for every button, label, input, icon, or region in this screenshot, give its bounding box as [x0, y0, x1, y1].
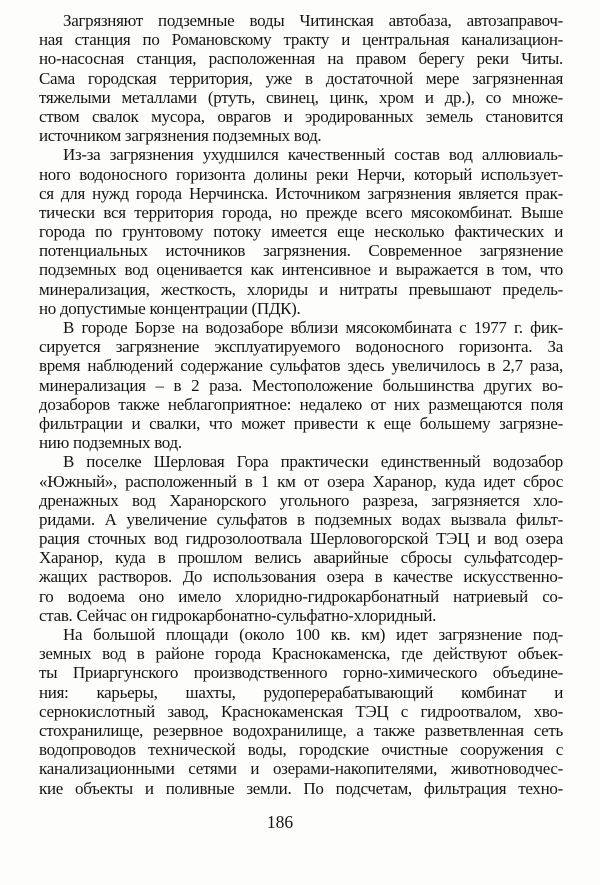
text-line: Загрязняют подземные воды Читинская автобаза, автозаправоч-: [63, 11, 563, 30]
text-line: стохранилище, резервное водохранилище, а также разветвленная сеть: [39, 720, 563, 740]
paragraph: [39, 318, 563, 452]
text-line: ся для нужд города Нерчинска. Источником загрязнения является прак-: [39, 183, 563, 203]
text-line: сернокислотный завод, Краснокаменская ТЭЦ с гидроотвалом, хво-: [39, 701, 563, 721]
text-line: На большой площади (около 100 кв. км) идет загрязнение под-: [63, 625, 563, 644]
paragraph: [39, 145, 563, 318]
body-text: [39, 11, 563, 798]
text-line: ты Приаргунского производственного горно-химического объедине-: [39, 663, 563, 683]
page-number: 186: [266, 812, 294, 832]
text-line: кие объекты и поливные земли. По подсчетам, фильтрация техно-: [39, 778, 563, 798]
text-line: водопроводов технической воды, городские очистные сооружения с: [39, 740, 563, 760]
text-line: ния: карьеры, шахты, рудоперерабатывающий комбинат и: [39, 682, 563, 702]
paragraph: [39, 625, 563, 798]
paragraph: [39, 452, 563, 625]
text-line: нию подземных вод.: [39, 433, 182, 453]
text-line: дозаборов также неблагоприятное: недалеко от них размещаются поля: [39, 394, 563, 414]
text-line: но допустимые концентрации (ПДК).: [39, 298, 301, 318]
text-line: тически вся территория города, но прежде всего мясокомбинат. Выше: [39, 202, 563, 222]
text-line: но-насосная станция, расположенная на правом берегу реки Читы.: [39, 49, 563, 69]
text-line: ством свалок мусора, оврагов и эродированных земель становится: [39, 106, 563, 126]
paragraph: [39, 11, 563, 145]
text-line: рация сточных вод гидрозолоотвала Шерловогорской ТЭЦ и вод озера: [39, 529, 563, 549]
text-line: В городе Борзе на водозаборе вблизи мясокомбината с 1977 г. фик-: [63, 318, 563, 337]
text-line: став. Сейчас он гидрокарбонатно-сульфатно-хлоридный.: [39, 605, 437, 625]
text-line: тяжелыми металлами (ртуть, свинец, цинк, хром и др.), со множе-: [39, 87, 563, 107]
text-line: ная станция по Романовскому тракту и центральная канализацион-: [39, 30, 563, 50]
text-line: канализационными сетями и озерами-накопителями, животноводчес-: [39, 759, 563, 779]
text-line: минерализация, жесткость, хлориды и нитраты превышают предель-: [39, 279, 563, 299]
text-line: В поселке Шерловая Гора практически единственный водозабор: [63, 452, 563, 472]
text-line: жащих растворов. До использования озера в качестве искусственно-: [39, 567, 563, 587]
text-line: время наблюдений содержание сульфатов здесь увеличилось в 2,7 раза,: [39, 356, 563, 376]
text-line: города по грунтовому потоку имеется еще несколько фактических и: [39, 222, 563, 242]
text-line: ного водоносного горизонта долины реки Нерчи, который использует-: [39, 164, 563, 184]
text-line: сируется загрязнение эксплуатируемого водоносного горизонта. За: [39, 337, 563, 357]
text-line: ридами. А увеличение сульфатов в подземных водах вызвала фильт-: [39, 509, 563, 529]
text-line: Харанор, куда в прошлом велись аварийные сбросы сульфатсодер-: [39, 548, 563, 568]
text-line: Из-за загрязнения ухудшился качественный состав вод аллювиаль-: [63, 145, 563, 165]
text-line: «Южный», расположенный в 1 км от озера Харанор, куда идет сброс: [39, 471, 563, 491]
text-line: дренажных вод Харанорского угольного разреза, загрязняется хло-: [39, 490, 563, 510]
text-line: фильтрации и свалки, что может привести к еще большему загрязне-: [39, 413, 563, 433]
text-line: подземных вод оценивается как интенсивное и выражается в том, что: [39, 260, 563, 280]
text-line: источником загрязнения подземных вод.: [39, 126, 322, 146]
text-line: земных вод в районе города Краснокаменска, где действуют объек-: [39, 644, 563, 664]
text-line: го водоема оно имело хлоридно-гидрокарбонатный натриевый со-: [39, 586, 563, 606]
text-line: минерализация – в 2 раза. Местоположение большинства других во-: [39, 375, 563, 395]
text-line: Сама городская территория, уже в достаточной мере загрязненная: [39, 68, 563, 88]
text-line: потенциальных источников загрязнения. Современное загрязнение: [39, 241, 563, 261]
